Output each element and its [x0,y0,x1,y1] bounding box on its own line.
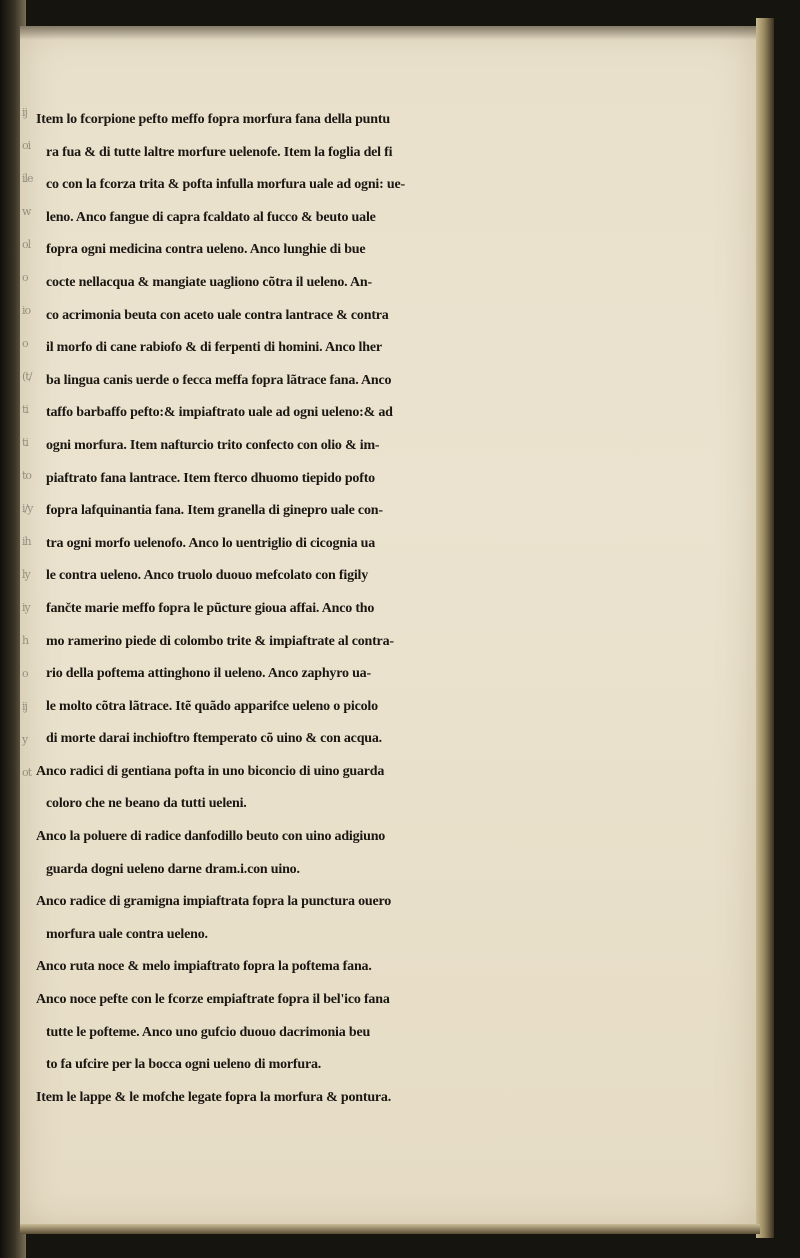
page-top-shadow [20,26,756,40]
show-through-mark: io [22,304,31,317]
text-line: le contra ueleno. Anco truolo duouo mefcolato con figily [46,568,369,584]
text-line: Item le lappe & le mofche legate fopra la morfura & pontura. [36,1089,392,1105]
show-through-mark: o [22,337,28,350]
text-line: leno. Anco fangue di capra fcaldato al fucco & beuto uale [46,209,376,225]
show-through-mark: iy [22,601,30,614]
text-line: piaftrato fana lantrace. Item fterco dhuomo tiepido pofto [46,470,375,486]
show-through-mark: (t/ [22,370,32,383]
show-through-mark: ij [22,700,27,713]
show-through-mark: o [22,271,28,284]
show-through-mark: w [22,205,31,218]
text-line: Item lo fcorpione pefto meffo fopra morfura fana della puntu [36,112,390,127]
show-through-mark: ly [22,568,30,581]
text-line: tra ogni morfo uelenofo. Anco lo uentriglio di cicognia ua [46,535,376,551]
text-line: Anco noce pefte con le fcorze empiaftrate fopra il bel'ico fana [36,992,390,1008]
text-line: to fa ufcire per la bocca ogni ueleno di morfura. [46,1057,322,1073]
show-through-mark: o [22,667,28,680]
text-line: morfura uale contra ueleno. [46,926,208,942]
text-line: ba lingua canis uerde o fecca meffa fopra lãtrace fana. Anco [46,372,392,388]
text-line: fančte marie meffo fopra le pũcture gioua affai. Anco tho [46,600,375,616]
text-line: cocte nellacqua & mangiate uagliono cõtra il ueleno. An- [46,274,372,290]
text-line: fopra lafquinantia fana. Item granella di ginepro uale con- [46,503,383,519]
text-line: Anco la poluere di radice danfodillo beuto con uino adigiuno [36,829,386,845]
show-through-mark: y [22,733,28,746]
text-line: co acrimonia beuta con aceto uale contra lantrace & contra [46,307,389,323]
text-line: mo ramerino piede di colombo trite & impiaftrate al contra- [46,633,394,649]
show-through-mark: i/y [22,502,33,515]
show-through-mark: ih [22,535,31,548]
text-line: di morte darai inchioftro ftemperato cõ uino & con acqua. [46,731,382,747]
page-edge-right [756,18,774,1238]
text-line: fopra ogni medicina contra ueleno. Anco lunghie di bue [46,242,366,258]
show-through-mark: ij [22,106,27,119]
page-edge-bottom [20,1224,760,1234]
show-through-mark: to [22,469,32,482]
text-line: tutte le pofteme. Anco uno gufcio duouo dacrimonia beu [46,1024,371,1040]
text-line: coloro che ne beano da tutti ueleni. [46,796,247,812]
show-through-mark: ti [22,403,28,416]
show-through-mark: ol [22,238,31,251]
show-through-mark: ile [22,172,33,185]
text-line: Anco radici di gentiana pofta in uno biconcio di uino guarda [36,763,385,779]
text-line: co con la fcorza trita & pofta infulla morfura uale ad ogni: ue- [46,177,405,193]
text-line: ogni morfura. Item nafturcio trito confecto con olio & im- [46,437,380,453]
text-line: guarda dogni ueleno darne dram.i.con uino. [46,861,300,877]
text-line: le molto cõtra lãtrace. Itẽ quãdo apparifce ueleno o picolo [46,698,378,714]
text-line: rio della poftema attinghono il ueleno. Anco zaphyro ua- [46,666,371,682]
show-through-mark: ot [22,766,32,779]
show-through-mark: oi [22,139,31,152]
text-line: il morfo di cane rabiofo & di ferpenti di homini. Anco lher [46,340,382,356]
show-through-mark: ti [22,436,28,449]
text-line: Anco radice di gramigna impiaftrata fopra la punctura ouero [36,894,392,910]
text-line: Anco ruta noce & melo impiaftrato fopra la poftema fana. [36,959,372,975]
text-line: taffo barbaffo pefto:& impiaftrato uale ad ogni ueleno:& ad [46,405,393,421]
show-through-mark: h [22,634,29,647]
text-line: ra fua & di tutte laltre morfure uelenofe. Item la foglia del fi [46,144,393,160]
page-text-block [30,104,690,1114]
